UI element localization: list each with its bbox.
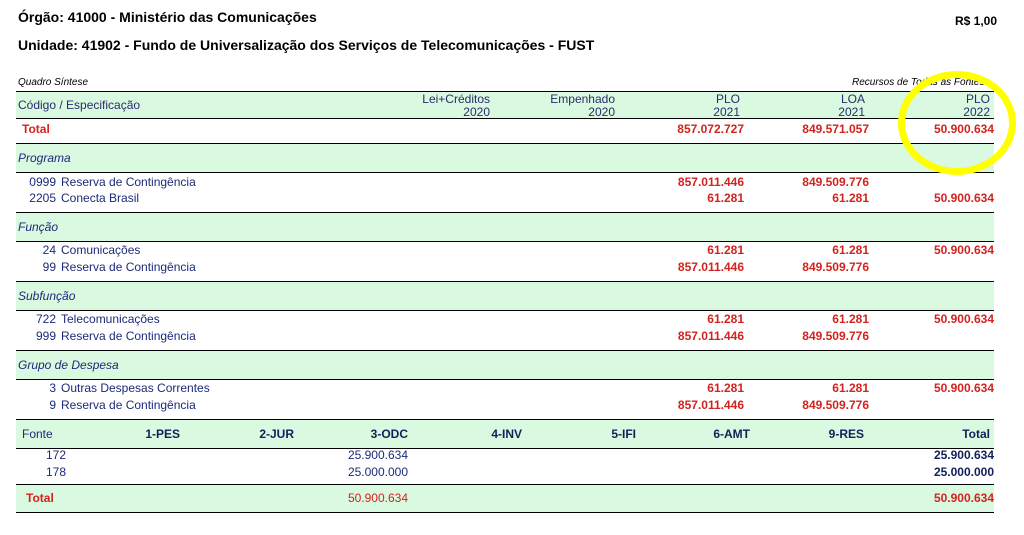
funcao-row-code: 99 — [42, 260, 56, 274]
currency-label: R$ 1,00 — [955, 14, 998, 28]
recursos-caption: Recursos de Todas as Fontes — [852, 77, 985, 88]
total-label: Total — [22, 122, 50, 136]
subfuncao-title: Subfunção — [18, 289, 76, 303]
plo2021-header-bottom: 2021 — [713, 105, 740, 119]
grupo-row-plo2021: 61.281 — [707, 381, 744, 395]
fonte-row-total: 25.900.634 — [933, 448, 994, 462]
fonte-row-code: 178 — [46, 465, 67, 479]
grupo-row-code: 3 — [49, 381, 56, 395]
programa-title: Programa — [18, 151, 71, 165]
fonte-header: Fonte — [22, 427, 53, 441]
fonte-row-odc: 25.000.000 — [347, 465, 408, 479]
fonte-total-value: 50.900.634 — [933, 491, 994, 505]
unidade-title: Unidade: 41902 - Fundo de Universalização dos Serviços de Telecomunicações - FUST — [18, 37, 595, 53]
fonte-header-total: Total — [962, 427, 990, 441]
subfuncao-row-loa2021: 61.281 — [832, 312, 869, 326]
programa-row-loa2021: 849.509.776 — [802, 175, 869, 189]
plo2022-header-bottom: 2022 — [963, 105, 990, 119]
funcao-band — [16, 212, 994, 241]
fonte-total-label: Total — [26, 491, 54, 505]
fonte-header-ifi: 5-IFI — [611, 427, 636, 441]
funcao-row-name: Comunicações — [61, 243, 141, 257]
fonte-header-inv: 4-INV — [491, 427, 522, 441]
grupo-row-plo2021: 857.011.446 — [677, 398, 744, 412]
plo2022-header-top: PLO — [965, 92, 990, 106]
subfuncao-row-code: 722 — [35, 312, 56, 326]
programa-row-loa2021: 61.281 — [832, 191, 869, 205]
funcao-row-plo2021: 857.011.446 — [677, 260, 744, 274]
fonte-total-band — [16, 484, 994, 512]
fonte-header-jur: 2-JUR — [259, 427, 294, 441]
total-plo2021: 857.072.727 — [677, 122, 744, 136]
grupo-row-name: Outras Despesas Correntes — [61, 381, 210, 395]
orgao-title: Órgão: 41000 - Ministério das Comunicações — [18, 9, 317, 25]
grupo-row-plo2022: 50.900.634 — [933, 381, 994, 395]
programa-row-name: Reserva de Contingência — [61, 175, 196, 189]
funcao-row-plo2022: 50.900.634 — [933, 243, 994, 257]
lei-header-bottom: 2020 — [463, 105, 490, 119]
emp-header-bottom: 2020 — [588, 105, 615, 119]
total-loa2021: 849.571.057 — [802, 122, 869, 136]
fonte-header-res: 9-RES — [828, 427, 864, 441]
highlight-circle-annotation — [898, 71, 1016, 175]
grupo-row-loa2021: 61.281 — [832, 381, 869, 395]
programa-row-name: Conecta Brasil — [61, 191, 140, 205]
fonte-header-amt: 6-AMT — [713, 427, 750, 441]
funcao-row-loa2021: 61.281 — [832, 243, 869, 257]
grupo-row-code: 9 — [49, 398, 56, 412]
funcao-row-code: 24 — [42, 243, 56, 257]
subfuncao-band — [16, 281, 994, 310]
subfuncao-row-plo2021: 857.011.446 — [677, 329, 744, 343]
quadro-sintese-caption: Quadro Síntese — [18, 77, 89, 88]
lei-header-top: Lei+Créditos — [422, 92, 490, 106]
total-plo2022: 50.900.634 — [933, 122, 994, 136]
funcao-row-loa2021: 849.509.776 — [802, 260, 869, 274]
emp-header-top: Empenhado — [550, 92, 615, 106]
spec-header: Código / Especificação — [18, 98, 141, 112]
subfuncao-row-plo2021: 61.281 — [707, 312, 744, 326]
subfuncao-row-name: Reserva de Contingência — [61, 329, 196, 343]
programa-band — [16, 143, 994, 172]
fonte-row-odc: 25.900.634 — [347, 448, 408, 462]
fonte-row-total: 25.000.000 — [933, 465, 994, 479]
grupo-title: Grupo de Despesa — [18, 358, 119, 372]
loa2021-header-bottom: 2021 — [838, 105, 865, 119]
fonte-header-pes: 1-PES — [145, 427, 180, 441]
programa-row-code: 0999 — [29, 175, 56, 189]
funcao-row-plo2021: 61.281 — [707, 243, 744, 257]
plo2021-header-top: PLO — [715, 92, 740, 106]
subfuncao-row-name: Telecomunicações — [61, 312, 160, 326]
programa-row-code: 2205 — [29, 191, 56, 205]
programa-row-plo2022: 50.900.634 — [933, 191, 994, 205]
fonte-row-code: 172 — [46, 448, 67, 462]
fonte-header-odc: 3-ODC — [370, 427, 408, 441]
subfuncao-row-code: 999 — [35, 329, 56, 343]
programa-row-plo2021: 857.011.446 — [677, 175, 744, 189]
grupo-band — [16, 350, 994, 379]
subfuncao-row-loa2021: 849.509.776 — [802, 329, 869, 343]
fonte-total-odc: 50.900.634 — [347, 491, 408, 505]
funcao-row-name: Reserva de Contingência — [61, 260, 196, 274]
funcao-title: Função — [18, 220, 59, 234]
programa-row-plo2021: 61.281 — [707, 191, 744, 205]
grupo-row-loa2021: 849.509.776 — [802, 398, 869, 412]
grupo-row-name: Reserva de Contingência — [61, 398, 196, 412]
subfuncao-row-plo2022: 50.900.634 — [933, 312, 994, 326]
loa2021-header-top: LOA — [840, 92, 865, 106]
